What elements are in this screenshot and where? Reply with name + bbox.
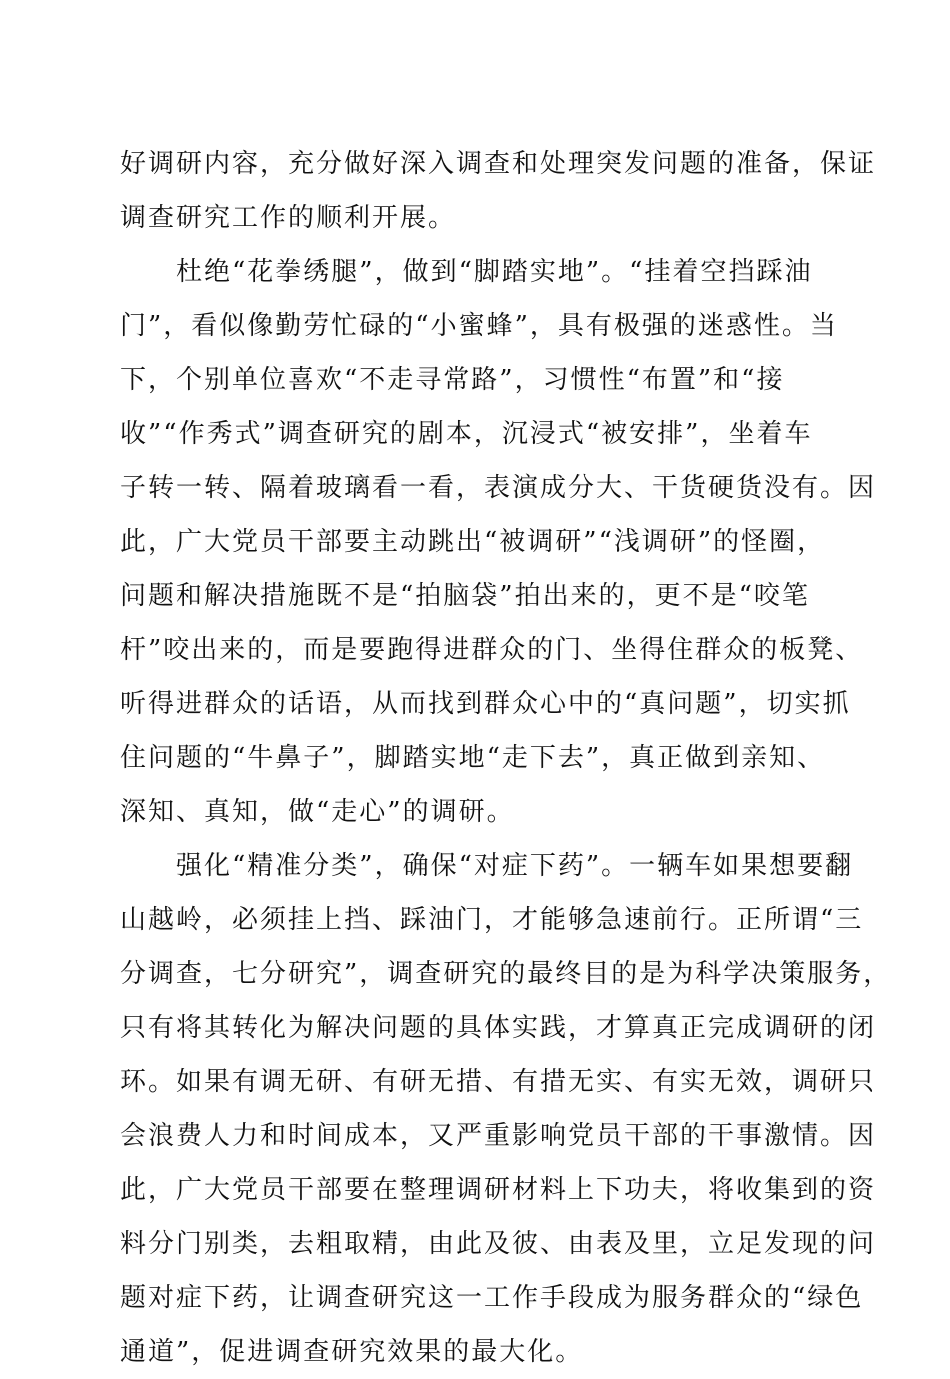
text-line: 下，个别单位喜欢“不走寻常路”，习惯性“布置”和“接 [120, 365, 785, 395]
text-line: 会浪费人力和时间成本，又严重影响党员干部的干事激情。因 [120, 1121, 877, 1151]
text-line: 深知、真知，做“走心”的调研。 [120, 797, 515, 827]
text-line: 只有将其转化为解决问题的具体实践，才算真正完成调研的闭 [120, 1013, 877, 1043]
text-line: 杆”咬出来的，而是要跑得进群众的门、坐得住群众的板凳、 [120, 635, 864, 665]
text-line: 问题和解决措施既不是“拍脑袋”拍出来的，更不是“咬笔 [120, 581, 810, 611]
paragraph-3 [120, 839, 892, 1379]
text-line: 子转一转、隔着玻璃看一看，表演成分大、干货硬货没有。因 [120, 473, 877, 503]
text-line: 调查研究工作的顺利开展。 [120, 203, 457, 233]
text-line: 环。如果有调无研、有研无措、有措无实、有实无效，调研只 [120, 1067, 877, 1097]
text-line: 收”“作秀式”调查研究的剧本，沉浸式“被安排”，坐着车 [120, 419, 813, 449]
document-body [120, 137, 892, 1379]
text-line: 此，广大党员干部要在整理调研材料上下功夫，将收集到的资 [120, 1175, 877, 1205]
paragraph-1 [120, 137, 877, 245]
text-line: 分调查，七分研究”，调查研究的最终目的是为科学决策服务， [120, 959, 892, 989]
text-line: 听得进群众的话语，从而找到群众心中的“真问题”，切实抓 [120, 689, 851, 719]
text-line: 好调研内容，充分做好深入调查和处理突发问题的准备，保证 [120, 149, 877, 179]
text-line: 山越岭，必须挂上挡、踩油门，才能够急速前行。正所谓“三 [120, 905, 864, 935]
text-line: 杜绝“花拳绣腿”，做到“脚踏实地”。“挂着空挡踩油 [120, 257, 813, 287]
text-line: 强化“精准分类”，确保“对症下药”。一辆车如果想要翻 [120, 851, 854, 881]
text-line: 料分门别类，去粗取精，由此及彼、由表及里，立足发现的问 [120, 1229, 877, 1259]
text-line: 此，广大党员干部要主动跳出“被调研”“浅调研”的怪圈， [120, 527, 826, 557]
text-line: 门”，看似像勤劳忙碌的“小蜜蜂”，具有极强的迷惑性。当 [120, 311, 838, 341]
text-line: 住问题的“牛鼻子”，脚踏实地“走下去”，真正做到亲知、 [120, 743, 826, 773]
text-line: 通道”，促进调查研究效果的最大化。 [120, 1337, 584, 1367]
paragraph-2 [120, 245, 877, 839]
text-line: 题对症下药，让调查研究这一工作手段成为服务群众的“绿色 [120, 1283, 864, 1313]
